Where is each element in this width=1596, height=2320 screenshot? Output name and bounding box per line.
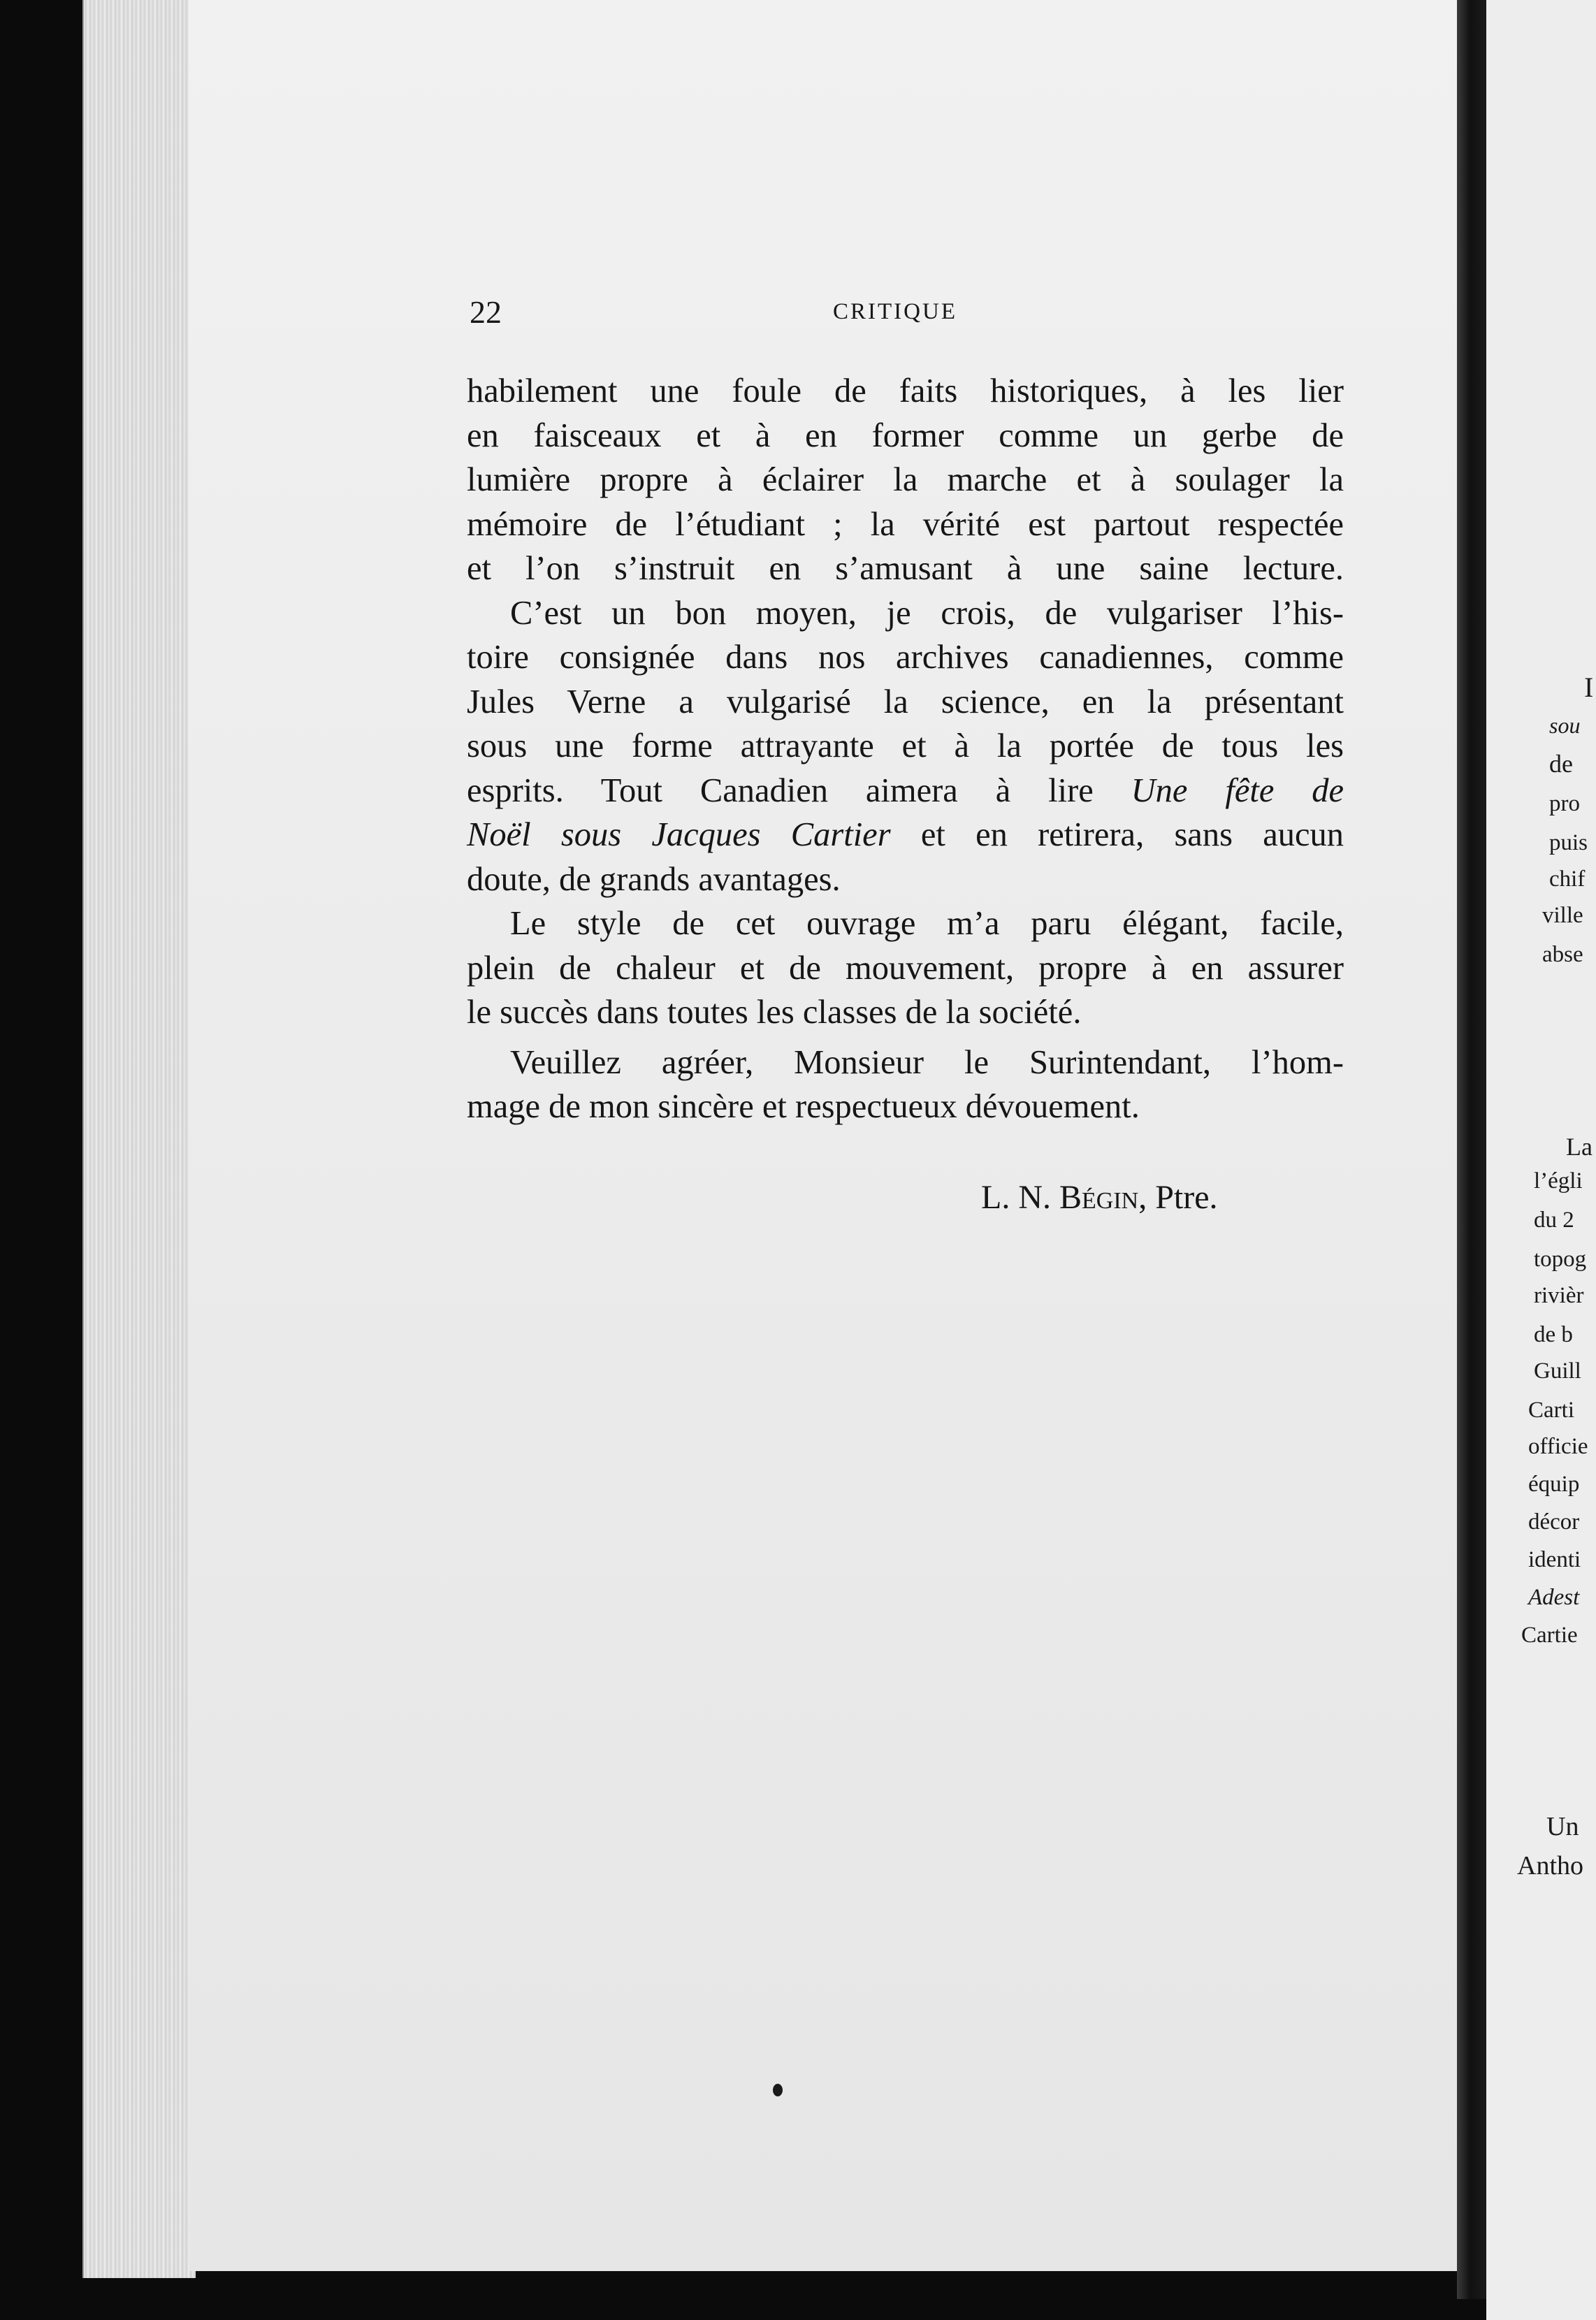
- right-page-fragment: Cartie: [1521, 1623, 1578, 1648]
- text-line: et l’on s’instruit en s’amusant à une saine lecture.: [467, 550, 1344, 587]
- text-line: doute, de grands avantages.: [467, 860, 841, 898]
- text-line: mage de mon sincère et respectueux dévouement.: [467, 1088, 1140, 1125]
- text-line: Le style de cet ouvrage m’a paru élégant, facile,: [510, 905, 1344, 942]
- text-line: plein de chaleur et de mouvement, propre à en assurer: [467, 949, 1344, 987]
- right-page-fragment: puis: [1549, 830, 1588, 855]
- right-page-fragment: topog: [1534, 1247, 1587, 1272]
- book-title-italic: Une fête de: [1131, 771, 1344, 809]
- right-page-fragment: pro: [1549, 791, 1580, 816]
- line-text: esprits. Tout Canadien aimera à lire: [467, 771, 1094, 809]
- right-page-fragment: identi: [1528, 1547, 1581, 1572]
- right-page-fragment: sou: [1549, 713, 1581, 738]
- text-line: Veuillez agréer, Monsieur le Surintendant, l’hom-: [510, 1043, 1344, 1081]
- text-line: lumière propre à éclairer la marche et à soulager la: [467, 461, 1344, 498]
- right-page-fragment: Adest: [1528, 1585, 1580, 1610]
- line-text: et en retirera, sans aucun: [920, 816, 1344, 853]
- running-head: [470, 293, 1294, 335]
- right-page-fragment: l’égli: [1534, 1168, 1583, 1194]
- body-text: [467, 369, 1344, 1129]
- right-page-fragment: La: [1566, 1133, 1593, 1161]
- page-number: 22: [470, 294, 502, 330]
- right-page-fragment: Guill: [1534, 1358, 1581, 1384]
- signature-title: , Ptre.: [1138, 1179, 1218, 1216]
- text-line: habilement une foule de faits historiques, à les lier: [467, 372, 1344, 409]
- right-page-fragment: officie: [1528, 1434, 1588, 1459]
- signature-initials: L. N.: [981, 1179, 1051, 1216]
- right-page-fragment: de: [1549, 750, 1573, 778]
- book-gutter: [1457, 0, 1486, 2299]
- right-page: [1486, 0, 1596, 2320]
- text-line-mixed: [467, 813, 1344, 857]
- paragraph-gap: [467, 1035, 1344, 1041]
- ink-speck: [773, 2084, 783, 2096]
- text-line-mixed: [467, 769, 1344, 813]
- stacked-page-edges: [84, 0, 196, 2278]
- right-page-fragment: abse: [1542, 942, 1583, 967]
- running-head-title: CRITIQUE: [833, 299, 957, 324]
- book-title-italic: Noël sous Jacques Cartier: [467, 816, 891, 853]
- right-page-fragment: Antho: [1517, 1851, 1583, 1880]
- signature: [981, 1178, 1218, 1217]
- right-page-fragment: chif: [1549, 867, 1586, 892]
- left-page: [189, 0, 1462, 2271]
- text-line: mémoire de l’étudiant ; la vérité est partout respectée: [467, 505, 1344, 543]
- right-page-fragment: Carti: [1528, 1398, 1574, 1423]
- right-page-fragment: de b: [1534, 1322, 1573, 1347]
- right-page-fragment: équip: [1528, 1472, 1580, 1497]
- right-page-fragment: rivièr: [1534, 1283, 1584, 1308]
- text-line: toire consignée dans nos archives canadiennes, comme: [467, 639, 1344, 676]
- right-page-fragment: décor: [1528, 1509, 1580, 1535]
- text-line: Jules Verne a vulgarisé la science, en la présentant: [467, 683, 1344, 720]
- text-line: le succès dans toutes les classes de la société.: [467, 994, 1082, 1031]
- right-page-fragment: ville: [1542, 903, 1583, 928]
- right-page-fragment: du 2: [1534, 1208, 1574, 1233]
- text-line: en faisceaux et à en former comme un gerbe de: [467, 416, 1344, 454]
- right-page-fragment: Un: [1546, 1812, 1579, 1841]
- right-page-fragment: I: [1584, 672, 1594, 703]
- signature-surname: Bégin: [1059, 1179, 1139, 1216]
- text-line: sous une forme attrayante et à la portée de tous les: [467, 727, 1344, 764]
- text-line: C’est un bon moyen, je crois, de vulgariser l’his-: [510, 594, 1344, 632]
